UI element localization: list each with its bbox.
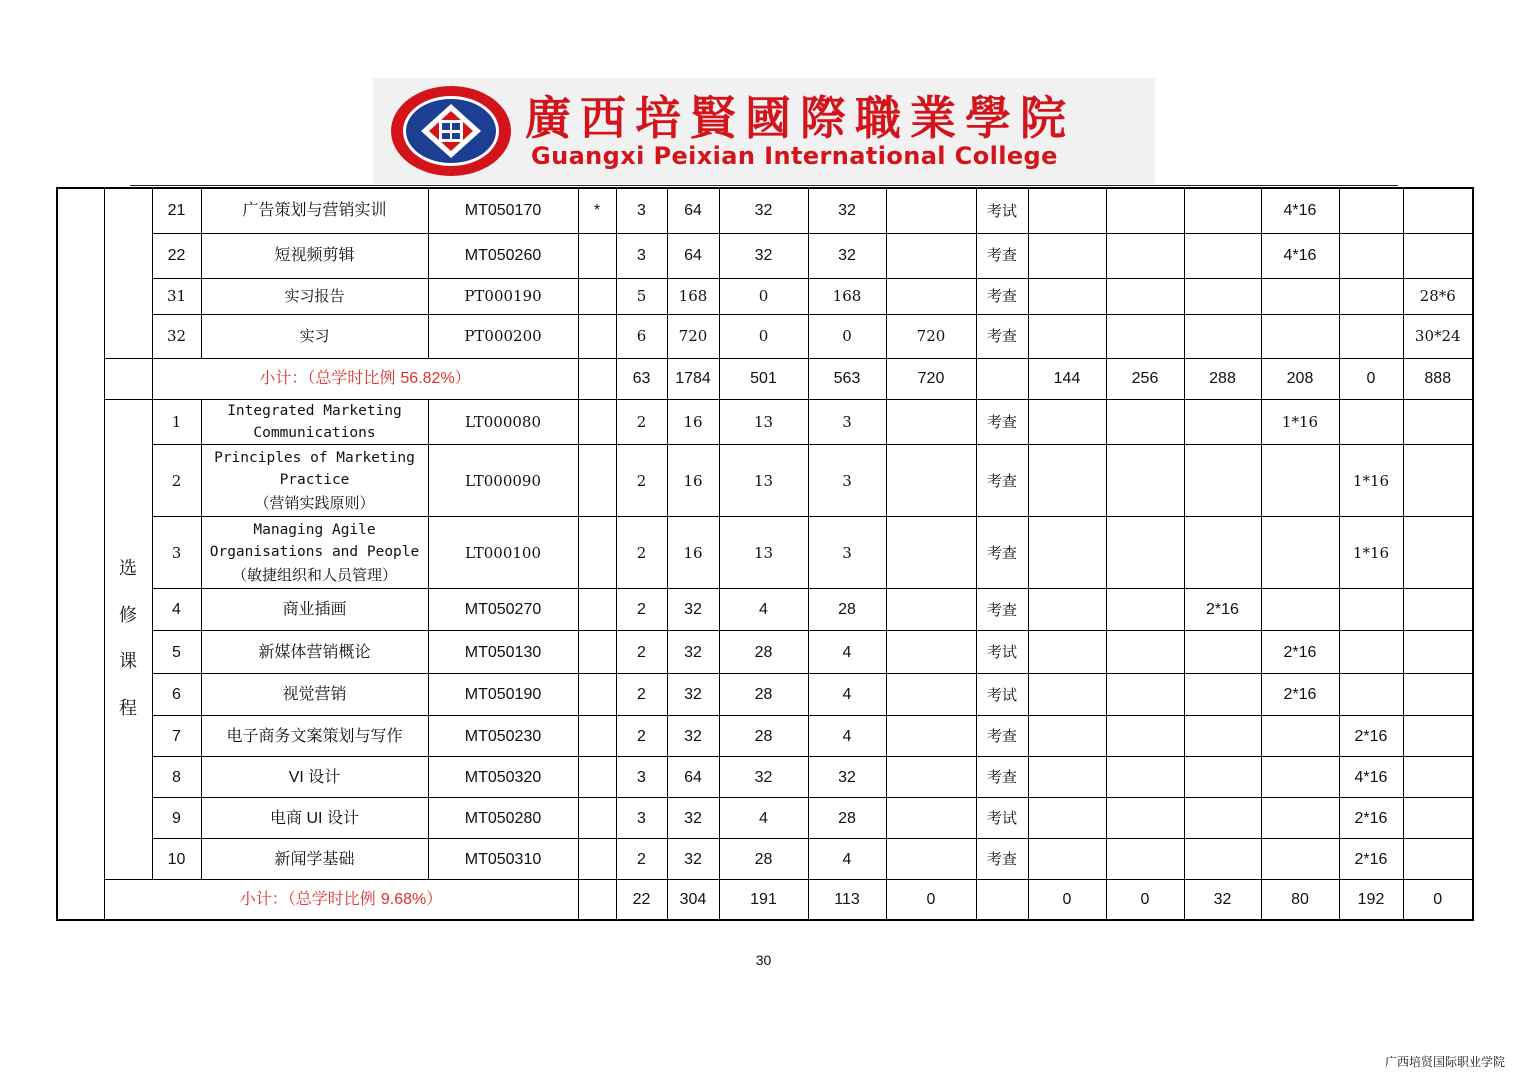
- semester-s4-hours: 1*16: [1261, 399, 1339, 445]
- core-course-mark: [578, 445, 616, 517]
- semester-s4-hours: [1261, 839, 1339, 880]
- semester-s2-hours: [1106, 757, 1184, 798]
- course-name: 实习: [201, 314, 428, 358]
- semester-s2-hours: [1106, 716, 1184, 757]
- semester-s5-hours: [1339, 233, 1403, 278]
- semester-s4-hours: [1261, 517, 1339, 589]
- course-theory: 13: [719, 517, 808, 589]
- semester-s4-hours: 2*16: [1261, 674, 1339, 716]
- subtotal-hours: 304: [667, 880, 719, 920]
- course-theory: 13: [719, 445, 808, 517]
- course-name-en: Integrated Marketing Communications: [227, 402, 402, 441]
- course-name-cn: （敏捷组织和人员管理）: [231, 565, 397, 584]
- college-name-cn: 廣西培賢國際職業學院: [525, 91, 1075, 145]
- semester-s2-hours: [1106, 314, 1184, 358]
- table-row: [57, 517, 1473, 589]
- course-hours: 32: [667, 674, 719, 716]
- subtotal-label-text: 小计：（总学时比例: [259, 368, 401, 388]
- core-course-mark: [578, 716, 616, 757]
- core-course-mark: [578, 399, 616, 445]
- subtotal-semester-s2: 256: [1106, 358, 1184, 399]
- semester-s2-hours: [1106, 399, 1184, 445]
- semester-s6-hours: [1403, 399, 1473, 445]
- course-practice: 3: [808, 399, 886, 445]
- course-name: 短视频剪辑: [201, 233, 428, 278]
- course-credits: 3: [616, 757, 667, 798]
- semester-s3-hours: [1184, 188, 1261, 233]
- semester-s4-hours: [1261, 798, 1339, 839]
- course-code: MT050190: [428, 674, 578, 716]
- semester-s6-hours: [1403, 716, 1473, 757]
- subtotal-semester-s1: 144: [1028, 358, 1106, 399]
- semester-s3-hours: [1184, 757, 1261, 798]
- assessment-type: 考试: [976, 188, 1028, 233]
- subtotal-label: [104, 880, 578, 920]
- semester-s6-hours: 28*6: [1403, 278, 1473, 314]
- table-row: [57, 798, 1473, 839]
- semester-s4-hours: 2*16: [1261, 631, 1339, 674]
- course-other: [886, 399, 976, 445]
- assessment-type: 考查: [976, 716, 1028, 757]
- course-name-en: Managing Agile Organisations and People: [209, 521, 420, 561]
- course-credits: 2: [616, 839, 667, 880]
- semester-s6-hours: [1403, 233, 1473, 278]
- course-theory: 0: [719, 314, 808, 358]
- subtotal-assessment: [976, 358, 1028, 399]
- semester-s4-hours: [1261, 445, 1339, 517]
- course-theory: 32: [719, 757, 808, 798]
- subtotal-practice: 563: [808, 358, 886, 399]
- course-practice: 32: [808, 188, 886, 233]
- course-hours: 32: [667, 589, 719, 631]
- semester-s5-hours: 2*16: [1339, 798, 1403, 839]
- category-cell: [104, 188, 152, 358]
- course-name: 商业插画: [201, 589, 428, 631]
- semester-s6-hours: [1403, 589, 1473, 631]
- semester-s4-hours: [1261, 716, 1339, 757]
- semester-s4-hours: [1261, 314, 1339, 358]
- curriculum-table: [56, 187, 1474, 921]
- course-code: LT000090: [428, 445, 578, 517]
- course-other: [886, 188, 976, 233]
- course-name: [201, 517, 428, 589]
- assessment-type: 考试: [976, 631, 1028, 674]
- table-row: [57, 716, 1473, 757]
- assessment-type: 考查: [976, 757, 1028, 798]
- table-row: [57, 445, 1473, 517]
- course-hours: 32: [667, 716, 719, 757]
- semester-s4-hours: [1261, 589, 1339, 631]
- college-name-en: Guangxi Peixian International College: [531, 142, 1058, 170]
- course-other: [886, 631, 976, 674]
- course-hours: 64: [667, 188, 719, 233]
- assessment-type: 考查: [976, 517, 1028, 589]
- core-course-mark: [578, 278, 616, 314]
- subtotal-label-text: 小计：（总学时比例: [239, 889, 381, 909]
- course-other: [886, 589, 976, 631]
- course-other: [886, 839, 976, 880]
- semester-s6-hours: [1403, 631, 1473, 674]
- course-name: [201, 399, 428, 445]
- assessment-type: 考查: [976, 314, 1028, 358]
- course-number: 2: [152, 445, 201, 517]
- elective-category-label: 选修课程: [104, 399, 152, 880]
- semester-s3-hours: [1184, 716, 1261, 757]
- course-code: LT000100: [428, 517, 578, 589]
- semester-s3-hours: [1184, 631, 1261, 674]
- course-code: MT050130: [428, 631, 578, 674]
- course-number: 22: [152, 233, 201, 278]
- semester-s3-hours: [1184, 278, 1261, 314]
- subtotal-row: [57, 880, 1473, 920]
- course-credits: 2: [616, 674, 667, 716]
- subtotal-semester-s3: 32: [1184, 880, 1261, 920]
- subtotal-semester-s1: 0: [1028, 880, 1106, 920]
- course-name: 视觉营销: [201, 674, 428, 716]
- course-practice: 168: [808, 278, 886, 314]
- course-name: 电子商务文案策划与写作: [201, 716, 428, 757]
- subtotal-label-close: ）: [454, 368, 471, 388]
- course-other: [886, 798, 976, 839]
- course-code: LT000080: [428, 399, 578, 445]
- table-row: [57, 233, 1473, 278]
- semester-s1-hours: [1028, 839, 1106, 880]
- course-name: [201, 445, 428, 517]
- subtotal-semester-s5: 0: [1339, 358, 1403, 399]
- semester-s1-hours: [1028, 798, 1106, 839]
- semester-s2-hours: [1106, 188, 1184, 233]
- semester-s3-hours: [1184, 233, 1261, 278]
- subtotal-percentage: 9.68%: [380, 891, 427, 909]
- semester-s2-hours: [1106, 278, 1184, 314]
- course-hours: 32: [667, 631, 719, 674]
- assessment-type: 考试: [976, 798, 1028, 839]
- course-credits: 3: [616, 798, 667, 839]
- semester-s3-hours: [1184, 517, 1261, 589]
- table-row: [57, 314, 1473, 358]
- table-row: [57, 278, 1473, 314]
- assessment-type: 考查: [976, 445, 1028, 517]
- semester-s2-hours: [1106, 839, 1184, 880]
- course-theory: 32: [719, 188, 808, 233]
- course-practice: 4: [808, 674, 886, 716]
- course-hours: 720: [667, 314, 719, 358]
- course-code: MT050270: [428, 589, 578, 631]
- table-row: [57, 188, 1473, 233]
- semester-s1-hours: [1028, 399, 1106, 445]
- table-row: [57, 631, 1473, 674]
- semester-s5-hours: [1339, 278, 1403, 314]
- subtotal-other: 720: [886, 358, 976, 399]
- subtotal-hours: 1784: [667, 358, 719, 399]
- course-theory: 4: [719, 798, 808, 839]
- subtotal-practice: 113: [808, 880, 886, 920]
- core-course-mark: [578, 839, 616, 880]
- course-hours: 64: [667, 233, 719, 278]
- semester-s1-hours: [1028, 278, 1106, 314]
- course-practice: 4: [808, 839, 886, 880]
- course-practice: 32: [808, 233, 886, 278]
- core-course-mark: [578, 674, 616, 716]
- subtotal-mark: [578, 358, 616, 399]
- course-theory: 28: [719, 716, 808, 757]
- semester-s5-hours: 4*16: [1339, 757, 1403, 798]
- semester-s5-hours: 1*16: [1339, 517, 1403, 589]
- semester-s2-hours: [1106, 233, 1184, 278]
- course-other: [886, 278, 976, 314]
- course-practice: 32: [808, 757, 886, 798]
- subtotal-semester-s6: 888: [1403, 358, 1473, 399]
- semester-s1-hours: [1028, 188, 1106, 233]
- core-course-mark: [578, 589, 616, 631]
- course-number: 3: [152, 517, 201, 589]
- course-practice: 4: [808, 631, 886, 674]
- semester-s6-hours: [1403, 674, 1473, 716]
- semester-s4-hours: 4*16: [1261, 233, 1339, 278]
- course-name: 新媒体营销概论: [201, 631, 428, 674]
- course-practice: 3: [808, 517, 886, 589]
- subtotal-percentage: 56.82%: [400, 370, 455, 388]
- course-number: 32: [152, 314, 201, 358]
- course-number: 21: [152, 188, 201, 233]
- semester-s5-hours: 2*16: [1339, 716, 1403, 757]
- course-number: 4: [152, 589, 201, 631]
- semester-s3-hours: [1184, 798, 1261, 839]
- course-credits: 3: [616, 233, 667, 278]
- footer-institution: 广西培贤国际职业学院: [1384, 1055, 1505, 1069]
- table-row: [57, 589, 1473, 631]
- course-theory: 32: [719, 233, 808, 278]
- core-course-mark: *: [578, 188, 616, 233]
- course-theory: 0: [719, 278, 808, 314]
- table-row: [57, 674, 1473, 716]
- semester-s1-hours: [1028, 716, 1106, 757]
- semester-s6-hours: [1403, 798, 1473, 839]
- semester-s2-hours: [1106, 589, 1184, 631]
- subtotal-semester-s2: 0: [1106, 880, 1184, 920]
- course-other: [886, 674, 976, 716]
- course-hours: 64: [667, 757, 719, 798]
- course-other: [886, 757, 976, 798]
- course-number: 10: [152, 839, 201, 880]
- course-other: [886, 517, 976, 589]
- semester-s3-hours: [1184, 399, 1261, 445]
- course-name-cn: （营销实践原则）: [254, 493, 375, 512]
- assessment-type: 考查: [976, 589, 1028, 631]
- course-name: 新闻学基础: [201, 839, 428, 880]
- assessment-type: 考查: [976, 233, 1028, 278]
- semester-s2-hours: [1106, 798, 1184, 839]
- course-name: 广告策划与营销实训: [201, 188, 428, 233]
- subtotal-semester-s4: 80: [1261, 880, 1339, 920]
- semester-s1-hours: [1028, 314, 1106, 358]
- semester-s6-hours: [1403, 517, 1473, 589]
- course-practice: 4: [808, 716, 886, 757]
- subtotal-label-close: ）: [426, 889, 443, 909]
- semester-s3-hours: 2*16: [1184, 589, 1261, 631]
- semester-s5-hours: 2*16: [1339, 839, 1403, 880]
- header-banner: [373, 78, 1155, 184]
- course-practice: 28: [808, 589, 886, 631]
- semester-s1-hours: [1028, 517, 1106, 589]
- semester-s3-hours: [1184, 839, 1261, 880]
- course-name: 实习报告: [201, 278, 428, 314]
- course-hours: 16: [667, 517, 719, 589]
- semester-s2-hours: [1106, 674, 1184, 716]
- course-number: 9: [152, 798, 201, 839]
- course-theory: 28: [719, 839, 808, 880]
- course-credits: 2: [616, 517, 667, 589]
- category-cell: [104, 358, 152, 399]
- course-credits: 5: [616, 278, 667, 314]
- semester-s1-hours: [1028, 631, 1106, 674]
- course-hours: 16: [667, 399, 719, 445]
- subtotal-credits: 22: [616, 880, 667, 920]
- semester-s5-hours: [1339, 188, 1403, 233]
- subtotal-theory: 191: [719, 880, 808, 920]
- college-logo-icon: [389, 84, 513, 178]
- subtotal-assessment: [976, 880, 1028, 920]
- semester-s1-hours: [1028, 445, 1106, 517]
- course-other: 720: [886, 314, 976, 358]
- course-code: PT000200: [428, 314, 578, 358]
- semester-s5-hours: [1339, 589, 1403, 631]
- course-name: VI 设计: [201, 757, 428, 798]
- subtotal-label: [152, 358, 578, 399]
- course-hours: 32: [667, 839, 719, 880]
- core-course-mark: [578, 798, 616, 839]
- semester-s2-hours: [1106, 517, 1184, 589]
- subtotal-semester-s5: 192: [1339, 880, 1403, 920]
- course-hours: 16: [667, 445, 719, 517]
- semester-s4-hours: 4*16: [1261, 188, 1339, 233]
- subtotal-other: 0: [886, 880, 976, 920]
- course-theory: 28: [719, 631, 808, 674]
- course-code: PT000190: [428, 278, 578, 314]
- page-number: 30: [755, 952, 772, 968]
- semester-s5-hours: 1*16: [1339, 445, 1403, 517]
- course-practice: 0: [808, 314, 886, 358]
- semester-s3-hours: [1184, 445, 1261, 517]
- course-theory: 13: [719, 399, 808, 445]
- course-code: MT050310: [428, 839, 578, 880]
- course-code: MT050320: [428, 757, 578, 798]
- assessment-type: 考查: [976, 278, 1028, 314]
- semester-s2-hours: [1106, 445, 1184, 517]
- semester-s1-hours: [1028, 589, 1106, 631]
- semester-s1-hours: [1028, 757, 1106, 798]
- course-code: MT050260: [428, 233, 578, 278]
- curriculum-table-container: [56, 187, 1474, 921]
- table-row: [57, 399, 1473, 445]
- subtotal-semester-s3: 288: [1184, 358, 1261, 399]
- course-credits: 2: [616, 399, 667, 445]
- table-row: [57, 839, 1473, 880]
- course-number: 7: [152, 716, 201, 757]
- course-theory: 28: [719, 674, 808, 716]
- assessment-type: 考查: [976, 839, 1028, 880]
- header-rule: [130, 185, 1398, 186]
- course-other: [886, 716, 976, 757]
- course-number: 8: [152, 757, 201, 798]
- semester-s1-hours: [1028, 674, 1106, 716]
- course-practice: 28: [808, 798, 886, 839]
- course-number: 31: [152, 278, 201, 314]
- core-course-mark: [578, 631, 616, 674]
- semester-s1-hours: [1028, 233, 1106, 278]
- course-credits: 2: [616, 589, 667, 631]
- core-course-mark: [578, 233, 616, 278]
- semester-s5-hours: [1339, 674, 1403, 716]
- subtotal-theory: 501: [719, 358, 808, 399]
- course-number: 1: [152, 399, 201, 445]
- semester-s3-hours: [1184, 314, 1261, 358]
- semester-s5-hours: [1339, 314, 1403, 358]
- semester-s5-hours: [1339, 631, 1403, 674]
- subtotal-credits: 63: [616, 358, 667, 399]
- semester-s6-hours: [1403, 757, 1473, 798]
- course-number: 5: [152, 631, 201, 674]
- course-code: MT050280: [428, 798, 578, 839]
- course-credits: 2: [616, 631, 667, 674]
- course-credits: 3: [616, 188, 667, 233]
- course-other: [886, 445, 976, 517]
- outer-category-cell: [57, 188, 104, 920]
- assessment-type: 考试: [976, 674, 1028, 716]
- subtotal-mark: [578, 880, 616, 920]
- course-other: [886, 233, 976, 278]
- course-number: 6: [152, 674, 201, 716]
- course-practice: 3: [808, 445, 886, 517]
- course-name-en: Principles of Marketing Practice: [214, 449, 415, 489]
- core-course-mark: [578, 314, 616, 358]
- subtotal-semester-s6: 0: [1403, 880, 1473, 920]
- semester-s3-hours: [1184, 674, 1261, 716]
- semester-s6-hours: [1403, 188, 1473, 233]
- core-course-mark: [578, 757, 616, 798]
- course-name: 电商 UI 设计: [201, 798, 428, 839]
- semester-s6-hours: [1403, 839, 1473, 880]
- core-course-mark: [578, 517, 616, 589]
- semester-s6-hours: [1403, 445, 1473, 517]
- semester-s2-hours: [1106, 631, 1184, 674]
- table-row: [57, 757, 1473, 798]
- semester-s4-hours: [1261, 278, 1339, 314]
- course-theory: 4: [719, 589, 808, 631]
- course-code: MT050170: [428, 188, 578, 233]
- subtotal-semester-s4: 208: [1261, 358, 1339, 399]
- assessment-type: 考查: [976, 399, 1028, 445]
- semester-s6-hours: 30*24: [1403, 314, 1473, 358]
- subtotal-row: [57, 358, 1473, 399]
- course-code: MT050230: [428, 716, 578, 757]
- semester-s4-hours: [1261, 757, 1339, 798]
- semester-s5-hours: [1339, 399, 1403, 445]
- course-credits: 6: [616, 314, 667, 358]
- course-hours: 32: [667, 798, 719, 839]
- course-credits: 2: [616, 716, 667, 757]
- course-hours: 168: [667, 278, 719, 314]
- course-credits: 2: [616, 445, 667, 517]
